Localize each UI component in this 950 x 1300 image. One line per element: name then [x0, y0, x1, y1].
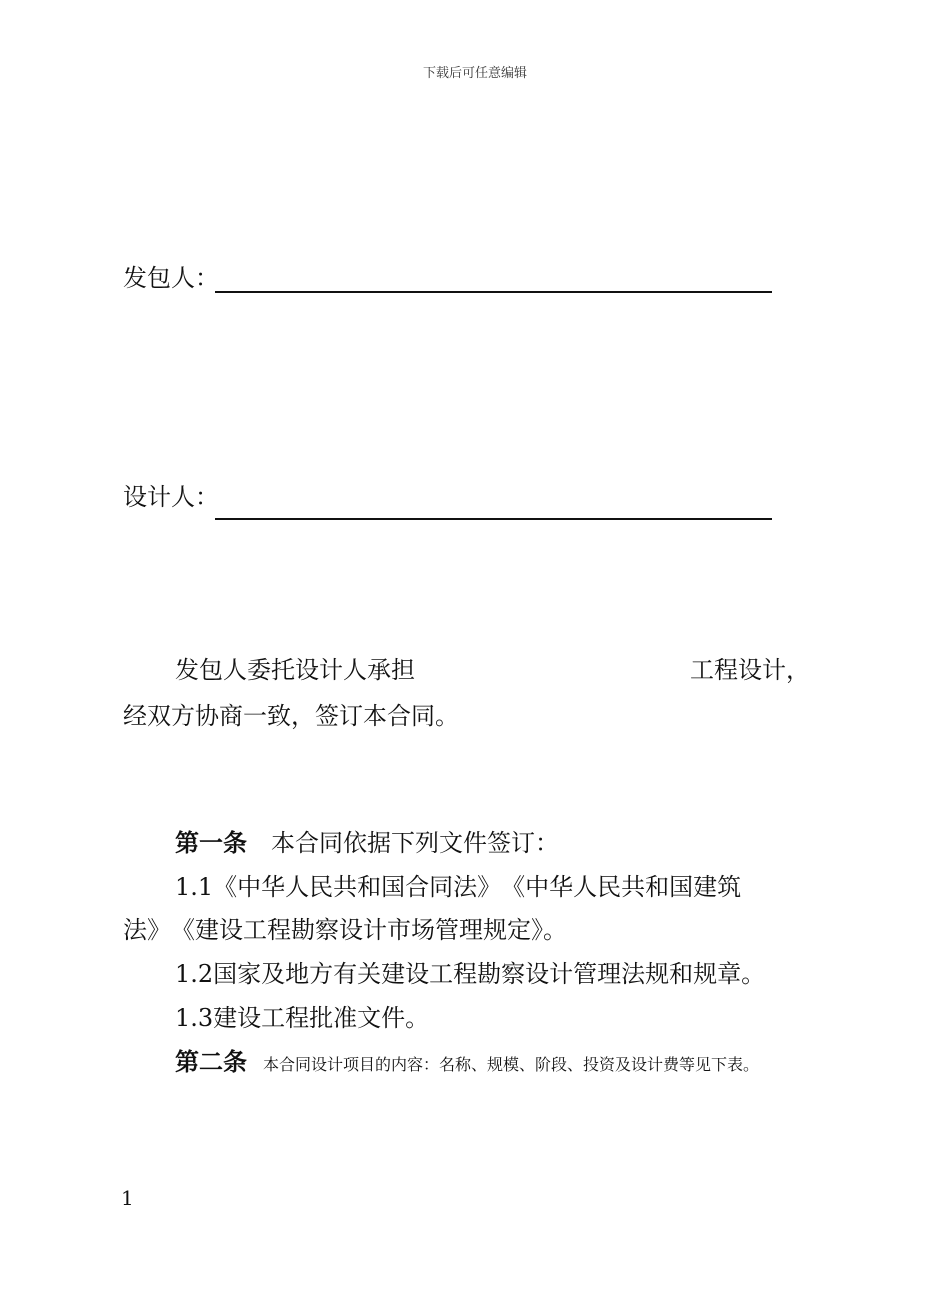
article-1-heading [175, 828, 875, 858]
client-label: 发包人： [123, 264, 219, 292]
designer-label: 设计人： [123, 483, 219, 511]
article-2-title: 第二条 [175, 1048, 247, 1076]
intro-line-1-start: 发包人委托设计人承担 [175, 656, 415, 684]
article-1-text: 本合同依据下列文件签订： [271, 829, 559, 857]
article-1-item-1-line-1: 1.1《中华人民共和国合同法》 《中华人民共和国建筑 [175, 873, 742, 901]
article-2-text: 本合同设计项目的内容：名称、规模、阶段、投资及设计费等见下表。 [263, 1055, 760, 1074]
article-1-item-1-line-2: 法》 《建设工程勘察设计市场管理规定》。 [123, 916, 567, 944]
article-1-item-2: 1.2国家及地方有关建设工程勘察设计管理法规和规章。 [175, 960, 766, 988]
designer-signature-line [215, 518, 772, 520]
article-2-heading [175, 1047, 855, 1080]
intro-line-1-end: 工程设计， [690, 656, 810, 684]
intro-line-1 [175, 655, 815, 685]
article-1-title: 第一条 [175, 829, 247, 857]
page-header: 下载后可任意编辑 [422, 66, 527, 81]
article-1-item-3: 1.3建设工程批准文件。 [175, 1004, 430, 1032]
intro-line-2: 经双方协商一致，签订本合同。 [123, 702, 459, 730]
page-number: 1 [121, 1186, 134, 1210]
client-signature-line [215, 291, 772, 293]
